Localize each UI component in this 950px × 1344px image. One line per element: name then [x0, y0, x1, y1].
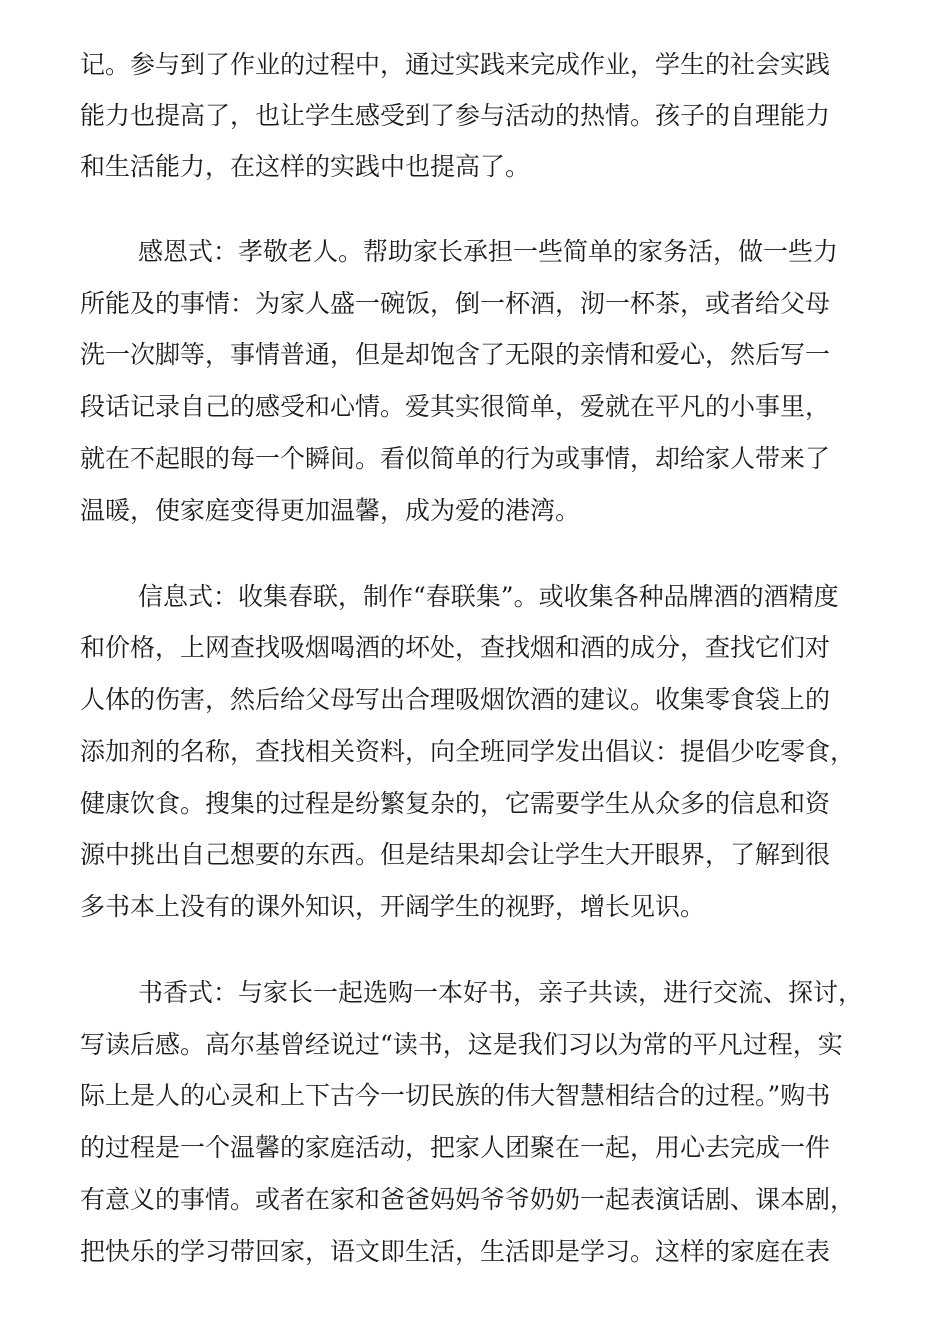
- paragraph-2-line-1: 感恩式：孝敬老人。帮助家长承担一些简单的家务活，做一些力: [138, 237, 839, 266]
- paragraph-4-line-2: 写读后感。高尔基曾经说过“读书，这是我们习以为常的平凡过程，实: [80, 1030, 843, 1059]
- paragraph-3-line-5: 健康饮食。搜集的过程是纷繁复杂的，它需要学生从众多的信息和资: [80, 789, 831, 818]
- paragraph-2-line-3: 洗一次脚等，事情普通，但是却饱含了无限的亲情和爱心，然后写一: [80, 340, 831, 369]
- paragraph-4-line-4: 的过程是一个温馨的家庭活动，把家人团聚在一起，用心去完成一件: [80, 1133, 831, 1162]
- paragraph-1-line-3: 和生活能力，在这样的实践中也提高了。: [80, 152, 531, 181]
- paragraph-3-line-7: 多书本上没有的课外知识，开阔学生的视野，增长见识。: [80, 892, 706, 921]
- paragraph-3-line-3: 人体的伤害，然后给父母写出合理吸烟饮酒的建议。收集零食袋上的: [80, 685, 831, 714]
- paragraph-3-line-6: 源中挑出自己想要的东西。但是结果却会让学生大开眼界，了解到很: [80, 840, 831, 869]
- paragraph-3-line-4: 添加剂的名称，查找相关资料，向全班同学发出倡议：提倡少吃零食，: [80, 737, 856, 766]
- paragraph-4-line-3: 际上是人的心灵和上下古今一切民族的伟大智慧相结合的过程。”购书: [80, 1081, 831, 1110]
- paragraph-3-line-1: 信息式：收集春联，制作“春联集”。或收集各种品牌酒的酒精度: [138, 582, 839, 611]
- paragraph-4-line-1: 书香式：与家长一起选购一本好书，亲子共读，进行交流、探讨，: [138, 978, 864, 1007]
- paragraph-1-line-2: 能力也提高了，也让学生感受到了参与活动的热情。孩子的自理能力: [80, 101, 831, 130]
- paragraph-3-line-2: 和价格，上网查找吸烟喝酒的坏处，查找烟和酒的成分，查找它们对: [80, 633, 831, 662]
- paragraph-1-line-1: 记。参与到了作业的过程中，通过实践来完成作业，学生的社会实践: [80, 50, 831, 79]
- paragraph-2-line-6: 温暖，使家庭变得更加温馨，成为爱的港湾。: [80, 496, 581, 525]
- paragraph-4-line-5: 有意义的事情。或者在家和爸爸妈妈爷爷奶奶一起表演话剧、课本剧，: [80, 1185, 856, 1214]
- paragraph-4-line-6: 把快乐的学习带回家，语文即生活，生活即是学习。这样的家庭在表: [80, 1237, 831, 1266]
- paragraph-2-line-4: 段话记录自己的感受和心情。爱其实很简单，爱就在平凡的小事里，: [80, 392, 831, 421]
- paragraph-2-line-5: 就在不起眼的每一个瞬间。看似简单的行为或事情，却给家人带来了: [80, 444, 831, 473]
- paragraph-2-line-2: 所能及的事情：为家人盛一碗饭，倒一杯酒，沏一杯茶，或者给父母: [80, 289, 831, 318]
